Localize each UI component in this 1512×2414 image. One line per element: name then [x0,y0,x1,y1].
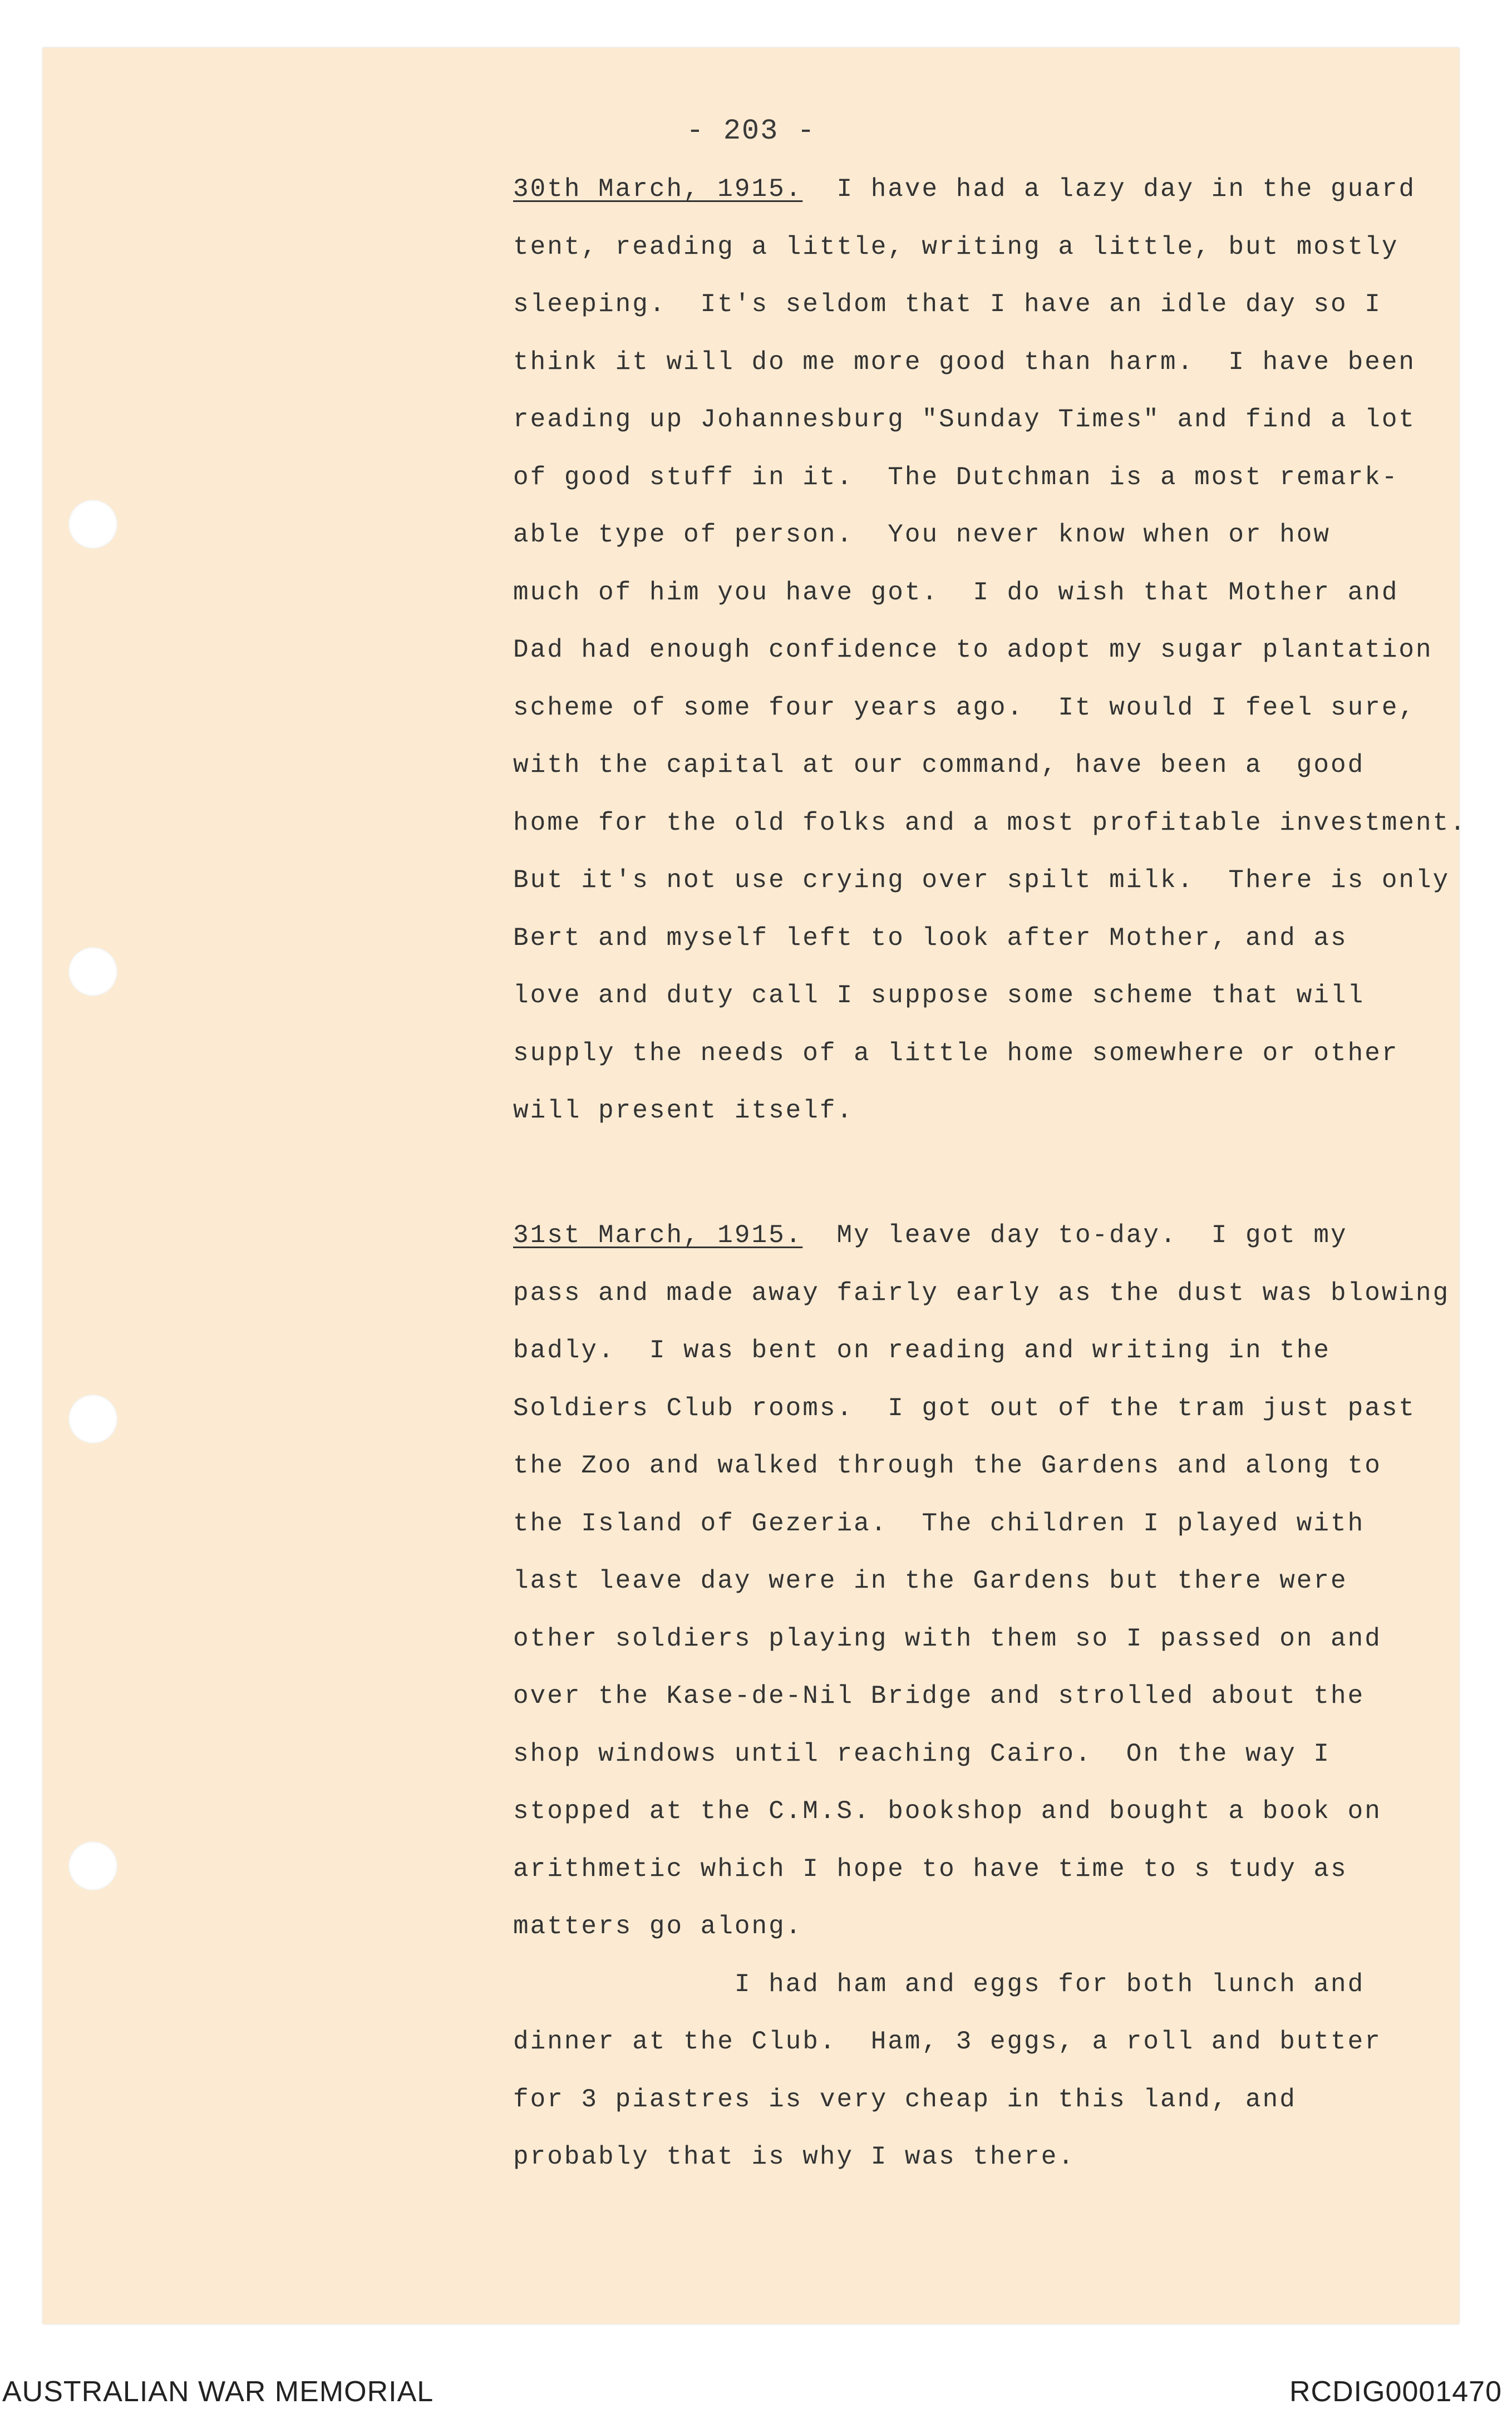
entry-line: probably that is why I was there. [513,2142,1075,2171]
entry-line: Dad had enough confidence to adopt my sugar plantation [513,635,1433,664]
entry-line: tent, reading a little, writing a little, but mostly [513,232,1399,262]
entry-line: over the Kase-de-Nil Bridge and strolled about the [513,1682,1365,1711]
entry-line: shop windows until reaching Cairo. On the way I [513,1739,1331,1768]
diary-page [43,48,1467,2324]
entry-line: the Island of Gezeria. The children I played with [513,1509,1365,1538]
entry-line: arithmetic which I hope to have time to s tudy as [513,1854,1348,1884]
entry-line: sleeping. It's seldom that I have an idle day so I [513,290,1382,319]
entry-text: I have had a lazy day in the guard [802,175,1416,204]
diary-entry-31-march [513,1207,1481,2186]
entry-line: of good stuff in it. The Dutchman is a most remark- [513,462,1399,492]
entry-line: scheme of some four years ago. It would I feel sure, [513,693,1416,722]
entry-line: other soldiers playing with them so I passed on and [513,1624,1382,1653]
entry-line: But it's not use crying over spilt milk. There is only [513,866,1450,895]
entry-first-line [513,161,1481,219]
punch-hole [68,500,117,549]
entry-line: the Zoo and walked through the Gardens and along to [513,1451,1382,1480]
entry-line: dinner at the Club. Ham, 3 eggs, a roll and butter [513,2027,1382,2056]
entry-line: I had ham and eggs for both lunch and [513,1969,1365,1999]
entry-line: stopped at the C.M.S. bookshop and bought a book on [513,1797,1382,1826]
entry-line: last leave day were in the Gardens but there were [513,1566,1348,1595]
entry-line: able type of person. You never know when or how [513,520,1331,549]
entry-line: with the capital at our command, have been a good [513,751,1365,780]
entry-date: 31st March, 1915. [513,1221,803,1250]
entry-line: badly. I was bent on reading and writing in the [513,1336,1331,1365]
entry-first-line [513,1207,1481,1265]
punch-hole [68,1395,117,1444]
entry-line: think it will do me more good than harm. I have been [513,347,1416,377]
entry-line: matters go along. [513,1912,803,1941]
archive-name: AUSTRALIAN WAR MEMORIAL [2,2376,434,2408]
record-id: RCDIG0001470 [1289,2376,1502,2408]
entry-line: much of him you have got. I do wish that Mother and [513,578,1399,607]
entry-line: will present itself. [513,1096,854,1125]
diary-entry-30-march [513,161,1481,1140]
entry-line: for 3 piastres is very cheap in this land, and [513,2085,1297,2114]
entry-line: pass and made away fairly early as the dust was blowing [513,1278,1450,1308]
entry-line: love and duty call I suppose some scheme that will [513,981,1365,1010]
entry-date: 30th March, 1915. [513,175,803,204]
entry-line: reading up Johannesburg "Sunday Times" and find a lot [513,405,1416,434]
entry-line: Soldiers Club rooms. I got out of the tram just past [513,1393,1416,1423]
entry-line: Bert and myself left to look after Mother, and as [513,923,1348,953]
entry-line: supply the needs of a little home somewhere or other [513,1038,1399,1068]
page-number: - 203 - [686,115,816,147]
punch-hole [68,947,117,996]
entry-text: My leave day to-day. I got my [802,1221,1348,1250]
entry-line: home for the old folks and a most profitable investment. [513,808,1467,837]
punch-hole [68,1841,117,1890]
